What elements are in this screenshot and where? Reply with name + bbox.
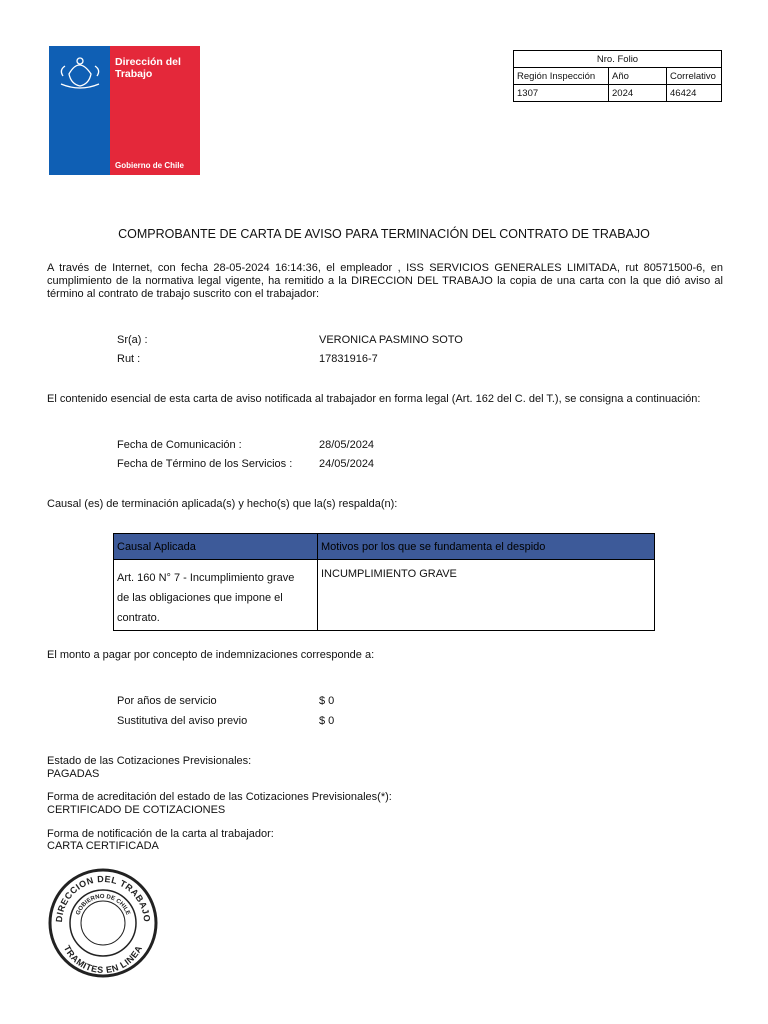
causal-cell — [114, 560, 318, 631]
notice-substitute-label: Sustitutiva del aviso previo — [117, 715, 248, 727]
years-service-label: Por años de servicio — [117, 695, 217, 707]
stamp-outer-bottom-text: TRAMITES EN LINEA — [61, 943, 145, 976]
worker-rut-label: Rut : — [117, 353, 141, 365]
causal-intro: Causal (es) de terminación aplicada(s) y hecho(s) que la(s) respalda(n): — [47, 498, 398, 510]
end-date-label: Fecha de Término de los Servicios : — [117, 458, 293, 470]
logo-title-line1: Dirección del — [115, 56, 181, 68]
motivo-col-header: Motivos por los que se fundamenta el despido — [318, 534, 655, 560]
cotizaciones-form-value: CERTIFICADO DE COTIZACIONES — [47, 804, 226, 816]
cotizaciones-form-label: Forma de acreditación del estado de las Cotizaciones Previsionales(*): — [47, 791, 392, 803]
cotizaciones-state-value: PAGADAS — [47, 768, 100, 780]
logo-title-line2: Trabajo — [115, 68, 153, 80]
folio-col-year: Año — [609, 68, 667, 85]
document-title: COMPROBANTE DE CARTA DE AVISO PARA TERMINACIÓN DEL CONTRATO DE TRABAJO — [118, 227, 650, 241]
causal-line-1: Art. 160 N° 7 - Incumplimiento grave — [117, 572, 295, 584]
motivo-cell: INCUMPLIMIENTO GRAVE — [318, 560, 655, 631]
end-date-value: 24/05/2024 — [319, 458, 375, 470]
folio-col-region: Región Inspección — [514, 68, 609, 85]
intro-paragraph: A través de Internet, con fecha 28-05-2024 16:14:36, el empleador , ISS SERVICIOS GENERALES LIMITADA, rut 80571500-6, en cumplimiento de la normativa legal vigente, ha remitido a la DIRECCION DEL TRABAJO la copia de una carta con la que dió aviso al término al contrato de trabajo suscrito con el trabajador: — [47, 262, 723, 300]
official-stamp-icon — [48, 868, 158, 978]
content-paragraph: El contenido esencial de esta carta de aviso notificada al trabajador en forma legal (Art. 162 del C. del T.), se consigna a continuación: — [47, 393, 701, 405]
worker-name-value: VERONICA PASMINO SOTO — [319, 334, 463, 346]
worker-rut-value: 17831916-7 — [319, 353, 378, 365]
worker-name-label: Sr(a) : — [117, 334, 148, 346]
notification-form-label: Forma de notificación de la carta al trabajador: — [47, 828, 274, 840]
direccion-del-trabajo-logo — [49, 46, 200, 175]
causal-line-2: de las obligaciones que impone el — [117, 592, 283, 604]
notification-form-value: CARTA CERTIFICADA — [47, 840, 159, 852]
logo-subtitle: Gobierno de Chile — [115, 161, 184, 170]
cotizaciones-state-label: Estado de las Cotizaciones Previsionales: — [47, 755, 252, 767]
causal-col-header: Causal Aplicada — [114, 534, 318, 560]
folio-header: Nro. Folio — [514, 51, 722, 68]
table-row — [114, 560, 655, 631]
notice-substitute-value: $ 0 — [319, 715, 335, 727]
folio-table — [513, 50, 722, 102]
logo-title — [115, 56, 181, 80]
years-service-value: $ 0 — [319, 695, 335, 707]
folio-region-value: 1307 — [514, 85, 609, 102]
indemnization-text: El monto a pagar por concepto de indemnizaciones corresponde a: — [47, 649, 375, 661]
folio-correlativo-value: 46424 — [667, 85, 722, 102]
coat-of-arms-icon — [49, 46, 110, 106]
causal-table — [113, 533, 655, 631]
causal-line-3: contrato. — [117, 612, 160, 624]
communication-date-value: 28/05/2024 — [319, 439, 375, 451]
svg-text:TRAMITES EN LINEA — [62, 944, 144, 976]
stamp-outer-top-text: DIRECCION DEL TRABAJO — [53, 873, 153, 923]
stamp-inner-text: GOBIERNO DE CHILE — [75, 893, 131, 917]
logo-red-panel — [110, 46, 200, 175]
logo-blue-panel — [49, 46, 110, 175]
communication-date-label: Fecha de Comunicación : — [117, 439, 242, 451]
folio-col-correlativo: Correlativo — [667, 68, 722, 85]
folio-year-value: 2024 — [609, 85, 667, 102]
